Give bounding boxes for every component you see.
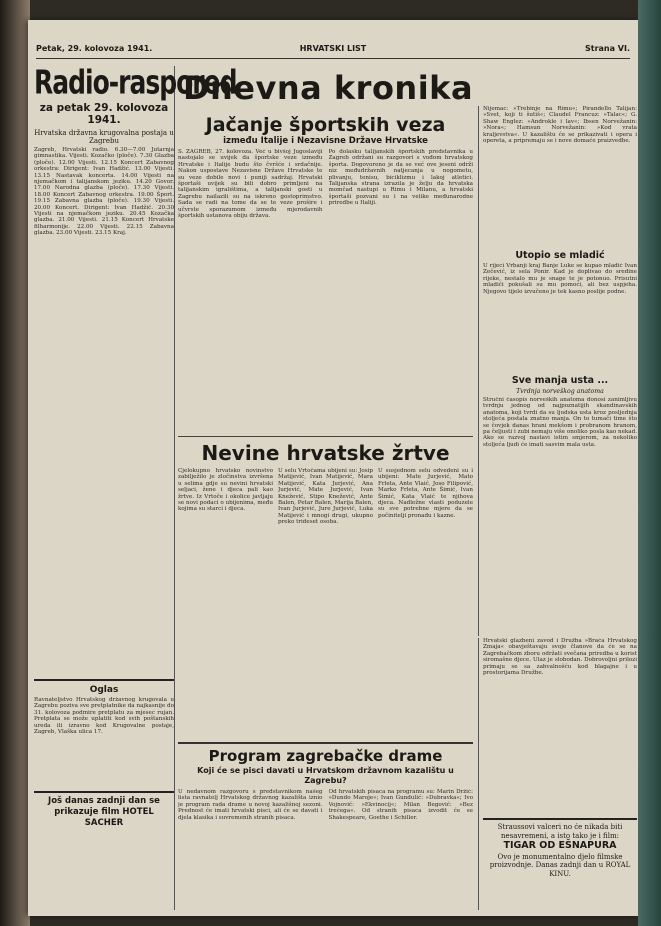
oglas-title: Oglas <box>89 685 119 695</box>
page-header <box>36 42 630 59</box>
radio-subtitle: za petak 29. kolovoza 1941. <box>39 102 169 126</box>
manja-subtitle: Tvrdnja norveškog anatoma <box>516 388 604 395</box>
sacher-ad: Još danas zadnji dan se prikazuje film HOTEL SACHER <box>34 791 174 829</box>
article-sport-body-a: S. ZAGREB, 27. kolovoza. Već u bivšoj Jugoslaviji nastojalo se uvijek da športske veze između Hrvatske i Italije budu što čvršće i srdačnije. Nakon uspostave Nezavisne Države Hrvatske te su veze dobile novi i puniji sadržaj. Hrvatski športaši uvijek su bili dobro primljeni na talijanskim igralištima, a talijanski gosti u Zagrebu nailazili su na iskreno gostoprimstvo. Sada se radi na tome da se te veze prošire i učvrste sporazumom između mjerodavnih športskih ustanova obiju država. <box>178 149 323 220</box>
article-drama <box>178 742 473 914</box>
article-drama-body-a: U nedavnom razgovoru s predstavnikom našeg lista ravnatelj Hrvatskog državnog kazališta iznio je program rada drame u novoj kazališnoj sezoni. Prednost će imati hrvatski pisci, ali će se davati i djela klasika i suvremenih stranih pisaca. <box>178 789 323 821</box>
newspaper-page <box>28 20 638 916</box>
article-zrtve-body-b: U selu Vrtočama ubijeni su: Josip Matijević, Ivan Matijević, Mara Matijević, Kata Jurjević, Ana Jurjević, Mate Jurjević, Ivan Knežević, Stipo Knežević, Ante Balen, Petar Balen, Marija Balen, Ivan Jurjević, Jure Jurjević, Luka Matijević i mnogi drugi, ukupno preko trideset osoba. <box>278 468 373 526</box>
utopio-body: U rijeci Vrbanji kraj Banje Luke se kupao mladić Ivan Zečević, iz sela Ponir. Kad je doplivao do sredine rijeke, nestalo mu je snage te je potonuo. Prisutni mladići pokušali su mu pomoći, ali bez uspjeha. Njegovo tijelo izvučeno je tek kasno poslije podne. <box>483 263 637 295</box>
utopio-title: Utopio se mladić <box>515 250 605 261</box>
article-sport-body-b: Po dolasku talijanskih športskih predstavnika u Zagreb održani su razgovori s vođom hrvatskog športa. Dogovoreno je da se već ove jeseni održi niz međudržavnih natjecanja u nogometu, plivanju, tenisu, biciklizmu i lakoj atletici. Talijanska strana izrazila je želju da hrvatska momčad nastupi u Rimu i Milanu, a hrvatski športaši pozvani su i na velike međunarodne priredbe u Italiji. <box>328 149 473 207</box>
article-zrtve-body-c: U susjednom selu odvedeni su i ubijeni: Mate Jurjević, Mato Frleta, Ante Vlaić, Joso Filipović, Marko Frleta, Ante Šimić, Ivan Šimić, Kata Vlaić te njihova djeca. Nadležne vlasti poduzele su sve potrebne mjere da se počinitelji pronađu i kazne. <box>378 468 473 519</box>
main-area <box>178 66 637 910</box>
article-zrtve-title: Nevine hrvatske žrtve <box>201 441 450 465</box>
article-sport-subtitle: između Italije i Nezavisne Države Hrvatske <box>223 136 428 146</box>
article-sport <box>178 114 473 424</box>
manja-title: Sve manja usta ... <box>511 375 609 386</box>
article-zrtve <box>178 436 473 777</box>
article-sport-title: Jačanje športskih veza <box>205 114 446 136</box>
article-drama-title: Program zagrebačke drame <box>208 747 443 765</box>
header-date: Petak, 29. kolovoza 1941. <box>36 44 153 53</box>
radio-program: Zagreb, Hrvatski radio. 6.30—7.00 Jutarnja gimnastika. Vijesti. Kozačko (ploče). 7.30 Glazba (ploče). 12.00 Vijesti. 12.15 Koncert Zabavnog orkestra: Dirigent: Ivan Hadžić. 13.00 Vijesti. 13.15 Nastavak koncerta. 14.00 Vijesti na njemačkom i talijanskom jeziku. 14.20 Govor. 17.00 Narodna glazba (ploče). 17.30 Vijesti. 18.00 Koncert Zabavnog orkestra. 19.00 Šport. 19.15 Zabavna glazba (ploče). 19.30 Vijesti. 20.00 Koncert. Dirigent: Ivan Hadžić. 20.30 Vijesti na njemačkom jeziku. 20.45 Kozačka glazba. 21.00 Vijesti. 21.15 Koncert Hrvatske filharmonije. 22.00 Vijesti. 22.15 Zabavna glazba. 23.00 Vijesti. 23.15 Kraj. <box>34 147 174 237</box>
theatre-list-text: Nijemac: »Trebinje na Rimu«; Pirandello Talijan: »Svet, koji ti šutiš«; Claudel Francuz: »Talac«; G. Shaw Englez: »Androkle i lav«; Ibsen Norvežanin: »Nora«; Hamsun Norvežanin: »Kod vrata kraljevstva«. U kazalištu će se prikazivati i opera i opereta, a pripremaju se i nove domaće praizvedbe. <box>483 106 637 145</box>
strauss-ad <box>483 818 637 878</box>
article-zrtve-body-a: Cjelokupno hrvatsko novinstvo zabilježilo je zločinstva izvršena u selima gdje su nevini hrvatski seljaci, žene i djeca pali kao žrtve. Iz Vrtoče i okolice javljaju se novi podaci o ubijenima, među kojima su starci i djeca. <box>178 468 273 513</box>
strauss-film-title: TIGAR OD EŠNAPURA <box>503 840 617 851</box>
header-page-number: Strana VI. <box>584 44 630 53</box>
radio-title: Radio-raspored <box>34 63 237 102</box>
right-column <box>478 106 637 636</box>
article-drama-body-b: Od hrvatskih pisaca na programu su: Marin Držić: »Dundo Maroje«; Ivan Gundulić: »Dubravka«; Ivo Vojnović: »Ekvinocij«; Milan Begović: »Bez trećega«. Od stranih pisaca izvodit će se Shakespeare, Goethe i Schiller. <box>328 789 473 821</box>
oglas-box <box>34 679 174 787</box>
kronika-title: Dnevna kronika <box>182 69 474 107</box>
oglas-body: Ravnateljstvo Hrvatskog državnog krugovala u Zagrebu poziva sve pretplatnike da najkasnije do 31. kolovoza podmire pretplatu za mjesec rujan. Pretplata se može uplatiti kod svih poštanskih ureda ili izravno kod Krugovalne postaje, Zagreb, Vlaška ulica 17. <box>34 697 174 736</box>
book-spine <box>0 0 30 926</box>
ad-column <box>478 638 637 910</box>
radio-station: Hrvatska državna krugovalna postaja u Zagrebu <box>34 129 174 145</box>
manja-body: Stručni časopis norveških anatoma donosi zanimljivu tvrdnju jednog od najpoznatijih skandinavskih anatoma, koji tvrdi da su ljudska usta kroz posljednja stoljeća postala znatno manja. On to tumači time što se čovjek danas hrani mekšom i probranom hranom, pa čeljusti i zubi nemaju više onoliko posla kao nekad. Ako se razvoj nastavi istim smjerom, za nekoliko stoljeća ljudi će imati sasvim mala usta. <box>483 397 637 448</box>
strauss-line: Straussovi valceri no će nikada biti nesavremeni, a isto tako je i film: <box>497 823 623 840</box>
header-masthead: HRVATSKI LIST <box>299 44 367 53</box>
book-binding <box>638 0 661 926</box>
strauss-tail: Ovo je monumentalno djelo filmske proizvodnje. Danas zadnji dan u ROYAL KINU. <box>489 852 631 878</box>
article-drama-subtitle: Koji će se pisci davati u Hrvatskom državnom kazalištu u Zagrebu? <box>197 766 454 785</box>
ad-body: Hrvatski glazbeni zavod i Družba »Braća Hrvatskog Zmaja« obavještavaju svoje članove da će se na Zagrebačkom zboru održati svečana priredba u korist siromašne djece. Ulaz je slobodan. Dobrovoljni prilozi primaju se sa zahvalnošću kod blagajne i u prostorijama Družbe. <box>483 638 637 677</box>
